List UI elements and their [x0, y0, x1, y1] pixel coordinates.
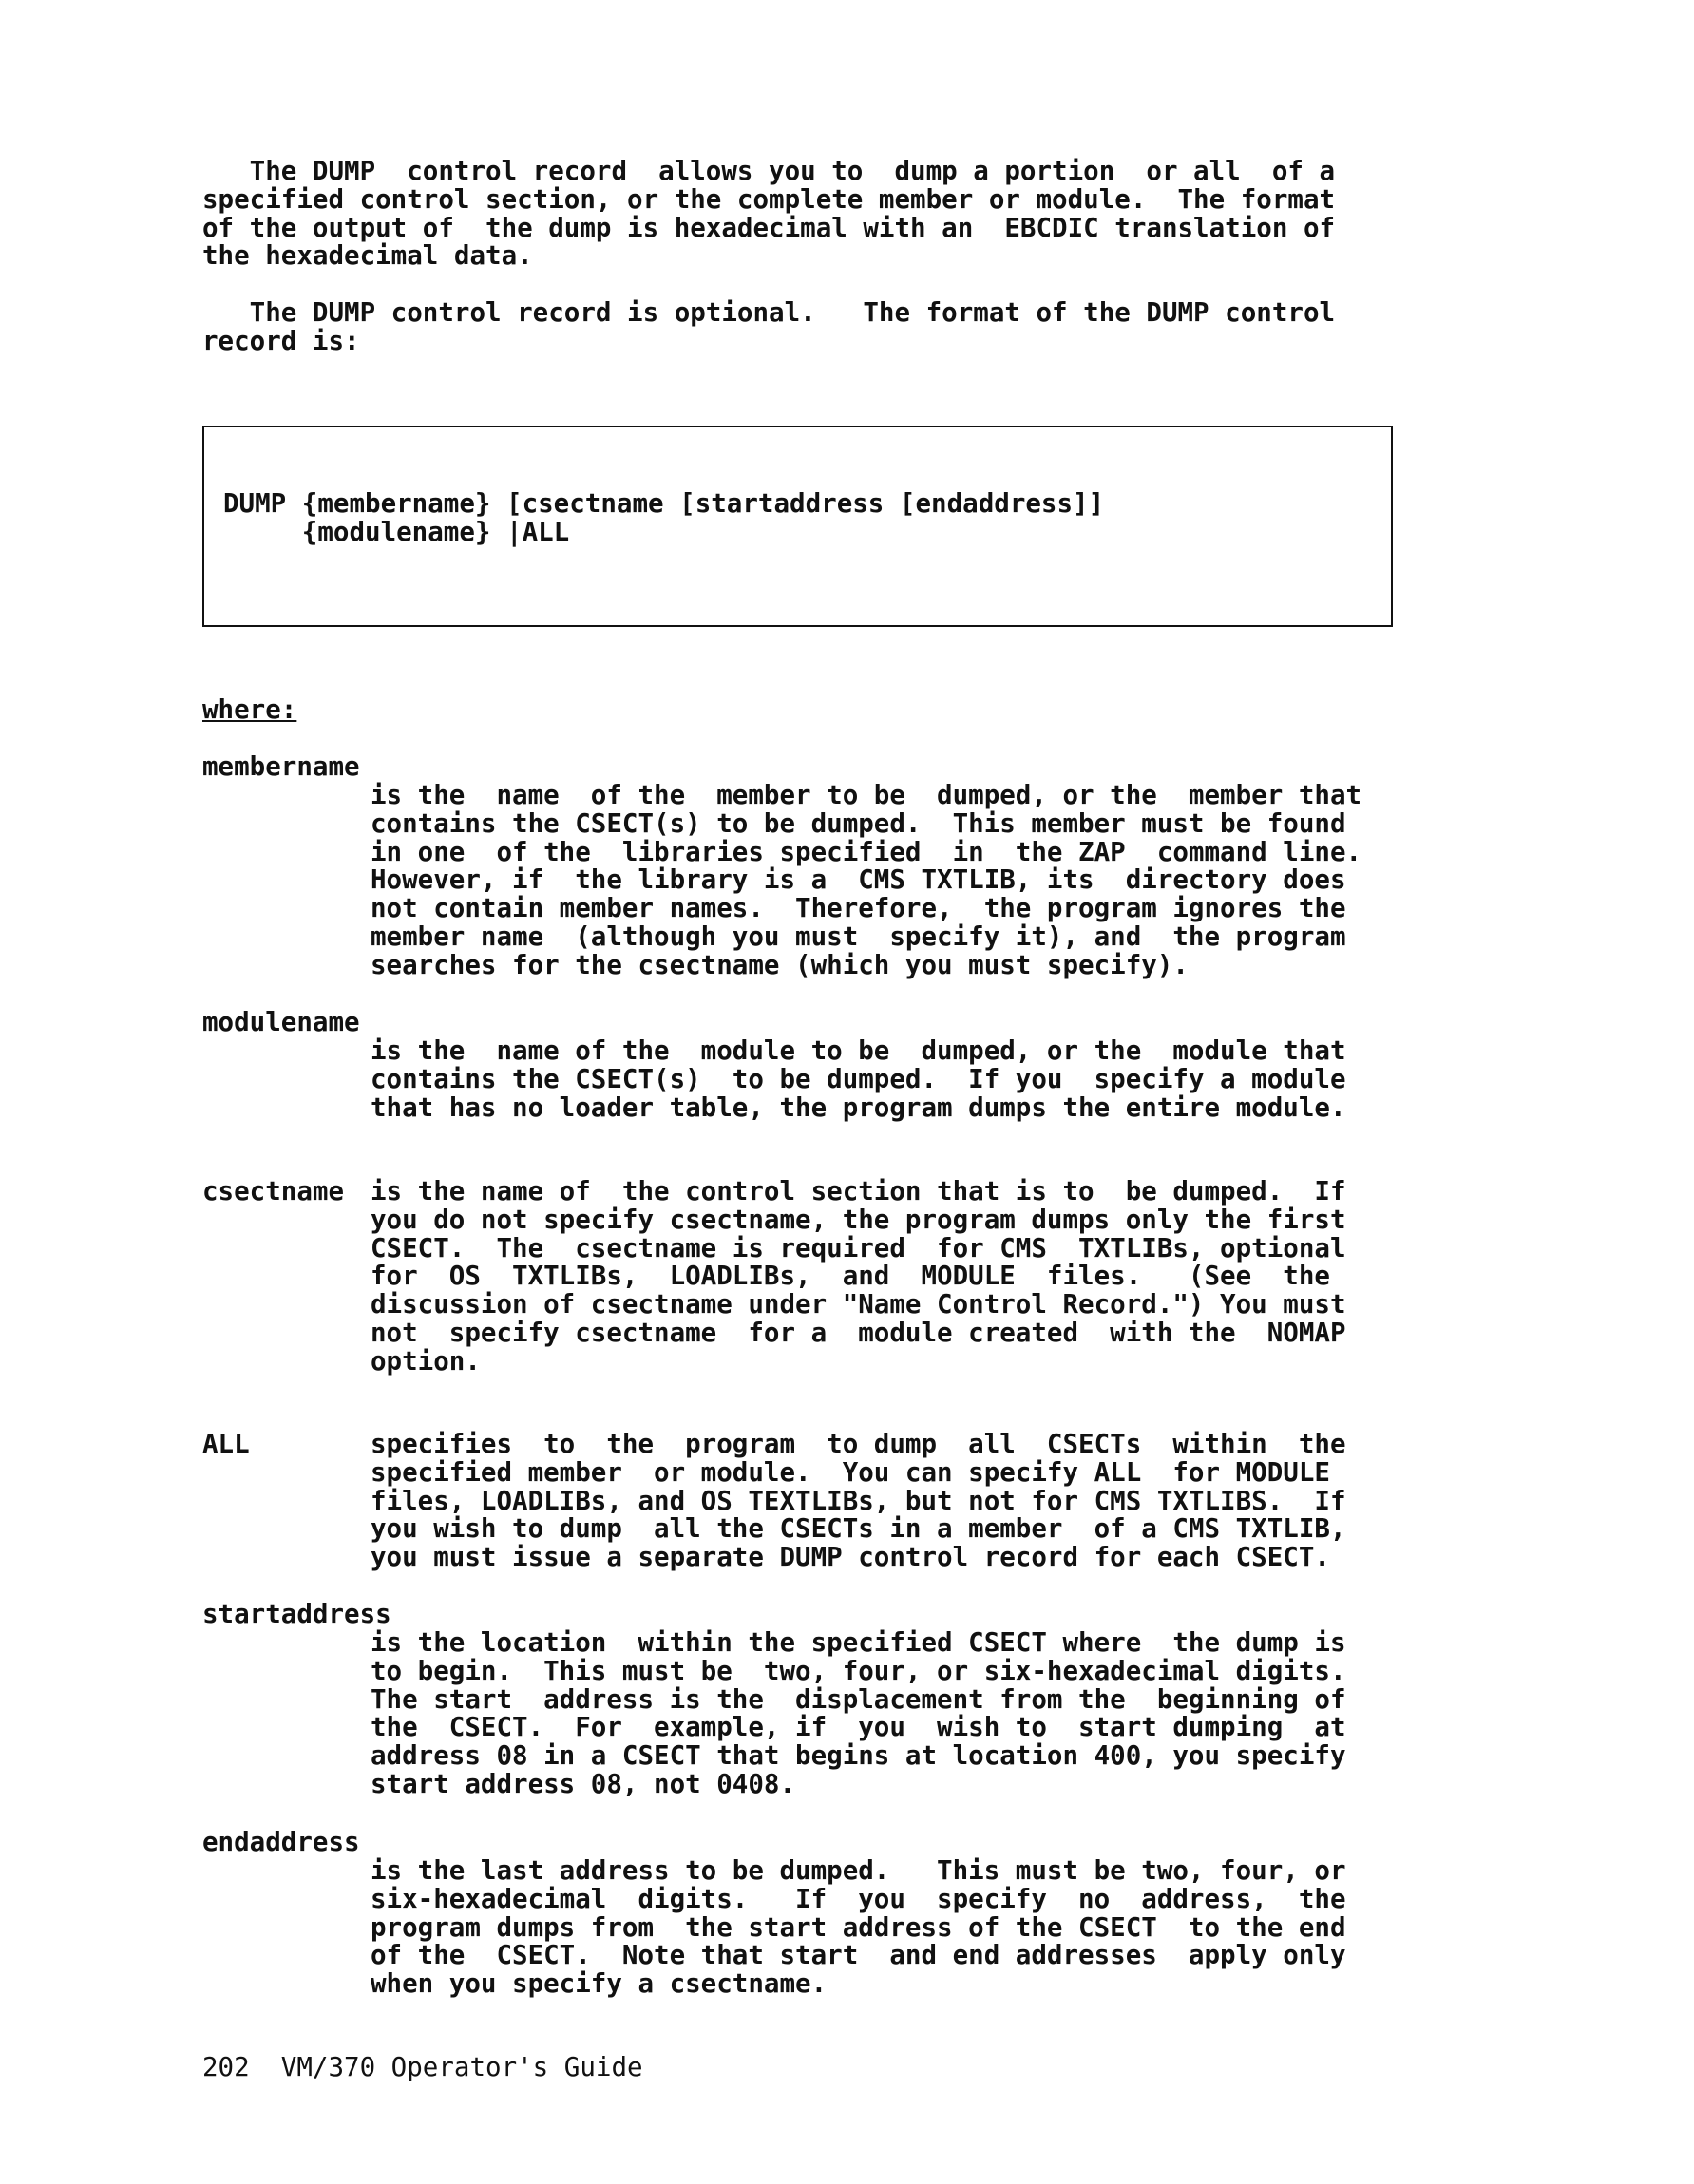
desc-csectname: is the name of the control section that is to be dumped. If you do not specify csectname, the program dumps only the first CSECT. The csectname is required for CMS TXTLIBs, optional for OS TXTLIBs, LOADLIBs, and MODULE files. (See the discussion of csectname under "Name Control Record.") You must not specify csectname for a module created with the NOMAP option. — [371, 1176, 1346, 1377]
term-endaddress: endaddress — [202, 1827, 360, 1857]
desc-endaddress: is the last address to be dumped. This must be two, four, or six-hexadecimal digits. If you specify no address, the program dumps from the start address of the CSECT to the end of the CSECT. Note that start and end addresses apply only when you specify a csectname. — [371, 1855, 1346, 2000]
desc-modulename: is the name of the module to be dumped, or the module that contains the CSECT(s) to be dumped. If you specify a module that has no loader table, the program dumps the entire module. — [371, 1035, 1346, 1123]
where-heading: where: — [202, 694, 297, 725]
term-membername: membername — [202, 751, 360, 782]
desc-membername: is the name of the member to be dumped, or the member that contains the CSECT(s) to be dumped. This member must be found in one of the libraries specified in the ZAP command line. However, if the library is a CMS TXTLIB, its directory does not contain member names. Therefore, the program ignores the member name (although you must specify it), and the program searches for the csectname (which you must specify). — [371, 780, 1362, 980]
term-modulename: modulename — [202, 1007, 360, 1037]
term-csectname: csectname — [202, 1176, 345, 1206]
dump-format-box — [202, 426, 1393, 627]
desc-all: specifies to the program to dump all CSECTs within the specified member or module. You can specify ALL for MODULE files, LOADLIBs, and OS TEXTLIBs, but not for CMS TXTLIBS. If you wish to dump all the CSECTs in a member of a CMS TXTLIB, you must issue a separate DUMP control record for each CSECT. — [371, 1429, 1346, 1573]
term-all: ALL — [202, 1429, 250, 1459]
page-footer: 202 VM/370 Operator's Guide — [202, 2052, 643, 2082]
intro-paragraph-2: The DUMP control record is optional. The format of the DUMP control record is: — [202, 297, 1336, 356]
intro-paragraph-1: The DUMP control record allows you to dump a portion or all of a specified control section, or the complete member or module. The format of the output of the dump is hexadecimal with an EBCDIC translation of the hexadecimal data. — [202, 156, 1336, 272]
term-startaddress: startaddress — [202, 1599, 391, 1629]
desc-startaddress: is the location within the specified CSECT where the dump is to begin. This must be two, four, or six-hexadecimal digits. The start address is the displacement from the beginning of the CSECT. For example, if you wish to start dumping at address 08 in a CSECT that begins at location 400, you specify start address 08, not 0408. — [371, 1627, 1346, 1799]
dump-syntax: DUMP {membername} [csectname [startaddress [endaddress]] {modulename} |ALL — [223, 488, 1105, 547]
